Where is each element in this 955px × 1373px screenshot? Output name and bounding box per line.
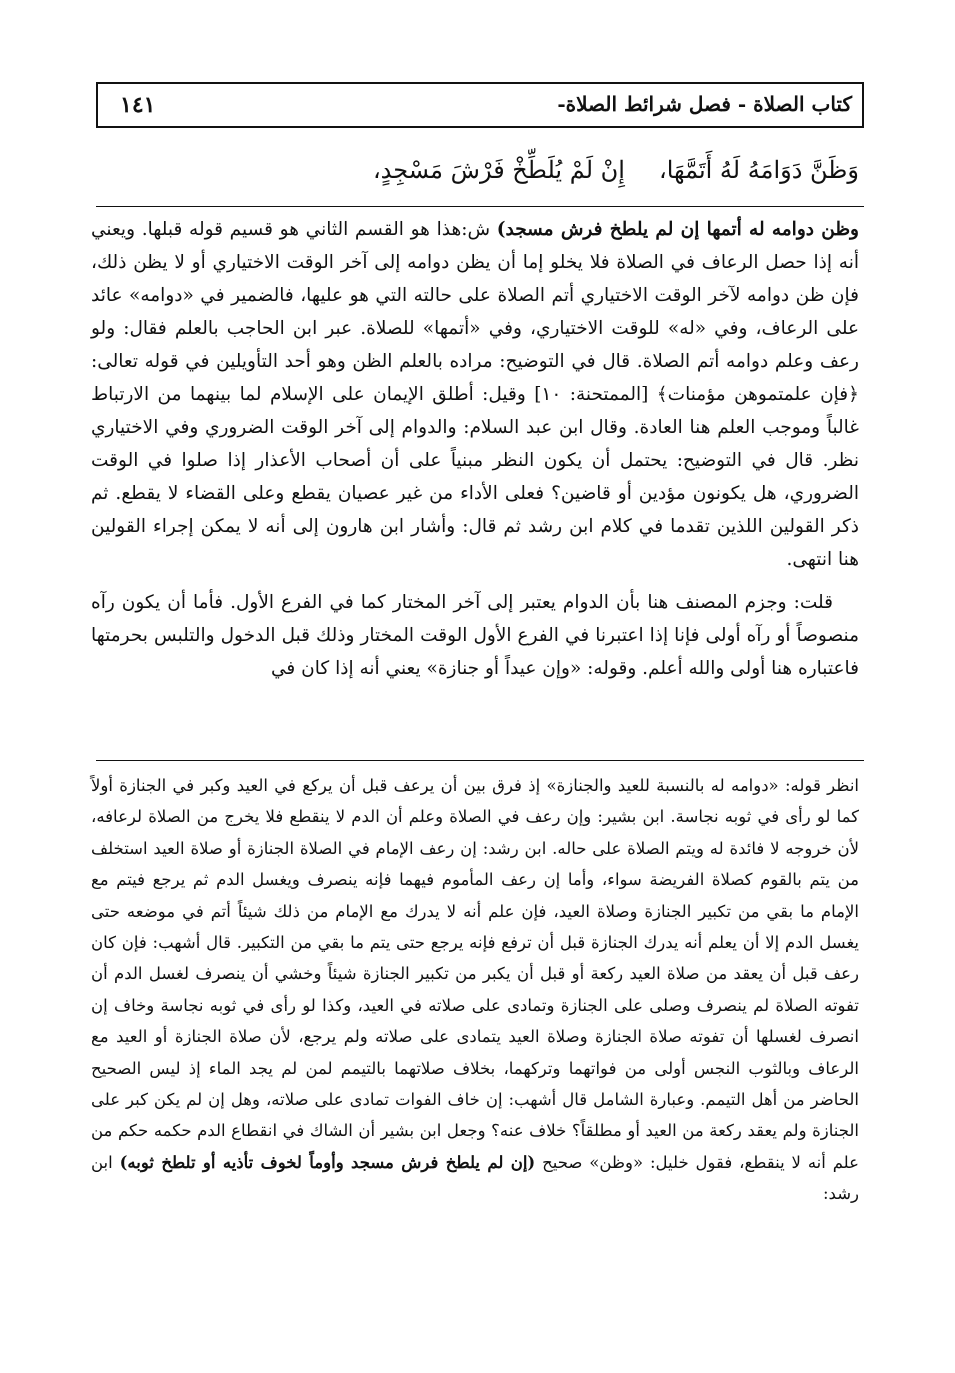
page-header: [96, 82, 864, 128]
running-title: كتاب الصلاة - فصل شرائط الصلاة-: [557, 92, 852, 116]
footnote-bold-quote: (إن لم يلطخ فرش مسجد وأوماً لخوف تأذيه أو تلطخ ثوبه): [119, 1152, 536, 1172]
footnote-tail: ابن رشد:: [91, 1152, 859, 1204]
page-number: ١٤١: [120, 92, 156, 118]
footnote-paragraph: [91, 770, 859, 1210]
lemma-quote: وظن دوامه له أتمها إن لم يلطخ فرش مسجد): [496, 219, 859, 240]
commentary-body-1: ش:هذا هو القسم الثاني هو قسيم قوله قبلها. ويعني أنه إذا حصل الرعاف في الصلاة فلا يخلو إما أن يظن دوامه إلى آخر الوقت الاختياري أو لا يظن ذلك، فإن ظن دوامه لآخر الوقت الاختياري أتم الصلاة على حالته التي هو عليها، فالضمير في «دوامه» عائد على الرعاف، وفي «له» للوقت الاختياري، وفي «أتمها» للصلاة. عبر ابن الحاجب بالعلم فقال: ولو رعف وعلم دوامه أتم الصلاة. قال في التوضيح: مراده بالعلم الظن وهو أحد التأويلين في قوله تعالى: ﴿فإن علمتموهن مؤمنات﴾ [الممتحنة: ١٠] وقيل: أطلق الإيمان على الإسلام لما بينهما من الارتباط غالباً وموجب العلم هنا العادة. وقال ابن عبد السلام: والدوام إلى آخر الوقت الضروري وفي الاختياري نظر. قال في التوضيح: يحتمل أن يكون النظر مبنياً على أن أصحاب الأعذار إذا صلوا في الوقت الضروري، هل يكونون مؤدين أو قاضين؟ فعلى الأداء من غير عصيان يقطع وعلى القضاء لا يقطع. ثم ذكر القولين اللذين تقدما في كلام ابن رشد ثم قال: وأشار ابن هارون إلى أنه لا يمكن إجراء القولين هنا انتهى.: [91, 219, 859, 570]
commentary-paragraph-1: [91, 213, 859, 576]
commentary-text: [91, 213, 859, 685]
verse-divider-line: [96, 206, 864, 207]
commentary-paragraph-2: قلت: وجزم المصنف هنا بأن الدوام يعتبر إلى آخر المختار كما في الفرع الأول. فأما أن يكون رآه منصوصاً أو رآه أولى فإنا إذا اعتبرنا في الفرع الأول الوقت المختار وذلك قبل الدخول والتلبس بحرمتها فاعتباره هنا أولى والله أعلم. وقوله: «وإن عيداً أو جنازة» يعني أنه إذا كان في: [91, 592, 859, 679]
footnote-body: انظر قوله: «دوامه له بالنسبة للعيد والجنازة» إذ فرق بين أن يرعف قبل أن يركع في العيد وكبر في الجنازة أولاً كما لو رأى في ثوبه نجاسة. ابن بشير: وإن رعف في الصلاة وعلم أن الدم لا ينقطع فلا يخرج من الصلاة لرعافه، لأن خروجه لا فائدة له ويتم الصلاة على حاله. ابن رشد: إن رعف الإمام في الصلاة الجنازة أو صلاة العيد استخلف من يتم بالقوم كصلاة الفريضة سواء، وأما إن رعف المأموم فيهما فإنه ينصرف ويغسل الدم ثم يرجع فيتم مع الإمام ما بقي من تكبير الجنازة وصلاة العيد، فإن علم أنه لا يدرك مع الإمام من ذلك شيئاً أتم في موضعه حتى يغسل الدم إلا أن يعلم أنه يدرك الجنازة قبل أن ترفع فإنه يرجع حتى يتم ما بقي من التكبير. قال أشهب: فإن كان رعف قبل أن يعقد من صلاة العيد ركعة أو قبل أن يكبر من تكبير الجنازة شيئاً وخشي أن ينصرف لغسل الدم أن تفوته الصلاة لم ينصرف وصلى على الجنازة وتمادى على صلاته في العيد، وكذا لو رأى في ثوبه نجاسة وخاف إن انصرف لغسلها أن تفوته صلاة الجنازة وصلاة العيد يتمادى على صلاته ولم يرجع، لأن صلاة الجنازة أو العيد مع الرعاف وبالثوب النجس أولى من فواتهما وتركهما، بخلاف صلاتهما بالتيمم لمن لم يجد الماء إذ ليس الصحيح الحاضر من أهل التيمم. وعبارة الشامل قال أشهب: إن خاف الفوات تمادى على صلاته، وهل إن لم يكن كبر على الجنازة ولم يعقد ركعة من العيد أو مطلقاً؟ خلاف عنه؟ وجعل ابن بشير أن الشاك في انقطاع الدم حكمه حكم من علم أنه لا ينقطع، فقول خليل: «وظن» صحيح: [91, 776, 859, 1172]
footnote-text: [91, 770, 859, 1210]
verse-line: [91, 150, 859, 190]
verse-first-hemistich: وَظَنَّ دَوَامَهُ لَهُ أَتَمَّهَا،: [658, 156, 859, 184]
verse-second-hemistich: إِنْ لَمْ يُلَطِّخْ فَرْشَ مَسْجِدٍ،: [372, 156, 625, 184]
footnote-divider-line: [96, 760, 864, 761]
